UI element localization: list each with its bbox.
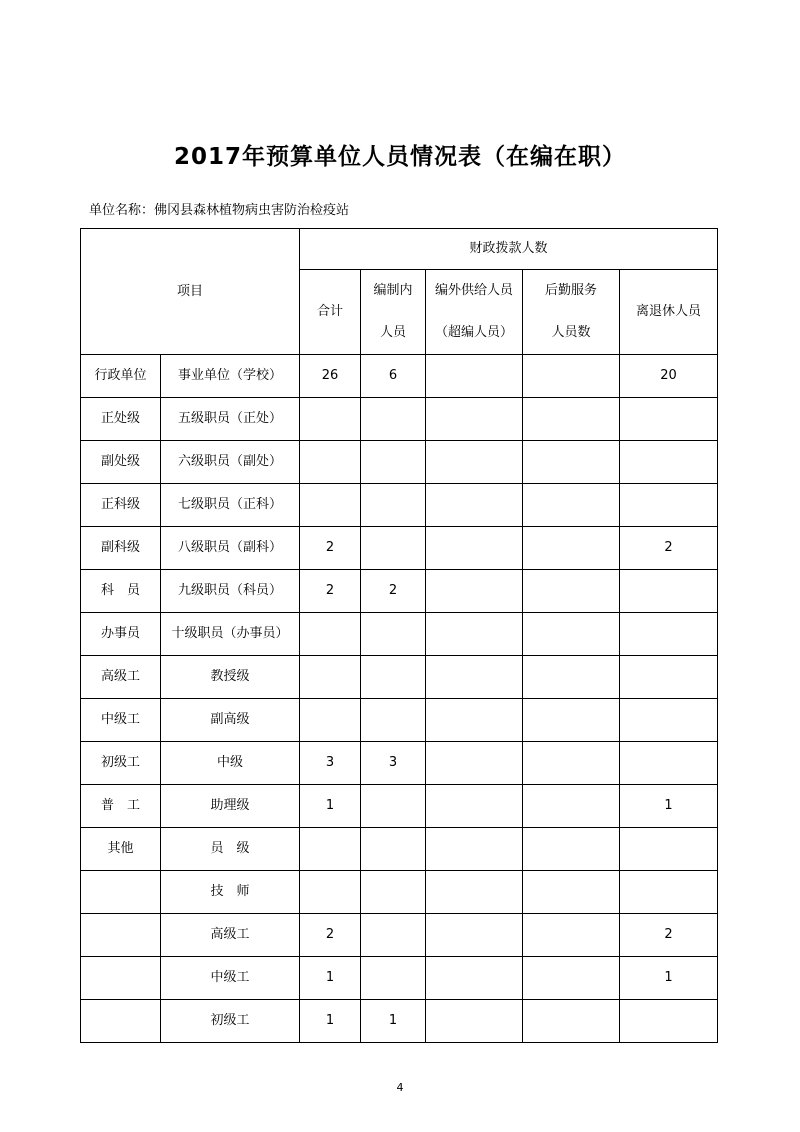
header-in-staff-line2: 人员 bbox=[380, 325, 407, 340]
cell-logistics bbox=[523, 871, 620, 914]
cell-right-category: 九级职员（科员） bbox=[161, 570, 300, 613]
cell-in-staff bbox=[361, 613, 426, 656]
cell-total: 1 bbox=[300, 1000, 361, 1043]
header-total: 合计 bbox=[300, 270, 361, 355]
cell-left-category: 科 员 bbox=[81, 570, 161, 613]
cell-left-category: 正处级 bbox=[81, 398, 161, 441]
table-row bbox=[81, 785, 718, 828]
cell-retired: 1 bbox=[620, 957, 718, 1000]
cell-right-category: 七级职员（正科） bbox=[161, 484, 300, 527]
table-row bbox=[81, 957, 718, 1000]
cell-in-staff: 1 bbox=[361, 1000, 426, 1043]
cell-out-staff bbox=[426, 613, 523, 656]
unit-name-label: 单位名称：佛冈县森林植物病虫害防治检疫站 bbox=[89, 203, 350, 218]
cell-left-category: 办事员 bbox=[81, 613, 161, 656]
cell-logistics bbox=[523, 527, 620, 570]
cell-logistics bbox=[523, 914, 620, 957]
cell-in-staff bbox=[361, 441, 426, 484]
cell-retired bbox=[620, 1000, 718, 1043]
cell-in-staff bbox=[361, 828, 426, 871]
cell-left-category: 初级工 bbox=[81, 742, 161, 785]
cell-right-category: 中级工 bbox=[161, 957, 300, 1000]
cell-total: 1 bbox=[300, 957, 361, 1000]
cell-out-staff bbox=[426, 871, 523, 914]
cell-total bbox=[300, 398, 361, 441]
cell-total bbox=[300, 484, 361, 527]
table-row bbox=[81, 441, 718, 484]
cell-logistics bbox=[523, 570, 620, 613]
cell-logistics bbox=[523, 699, 620, 742]
cell-left-category: 副处级 bbox=[81, 441, 161, 484]
cell-retired bbox=[620, 871, 718, 914]
page-title: 2017年预算单位人员情况表（在编在职） bbox=[173, 144, 626, 170]
cell-retired bbox=[620, 441, 718, 484]
cell-out-staff bbox=[426, 355, 523, 398]
cell-in-staff bbox=[361, 957, 426, 1000]
cell-out-staff bbox=[426, 656, 523, 699]
header-fiscal: 财政拨款人数 bbox=[300, 229, 718, 270]
cell-retired bbox=[620, 742, 718, 785]
cell-left-category bbox=[81, 914, 161, 957]
cell-logistics bbox=[523, 785, 620, 828]
cell-retired bbox=[620, 656, 718, 699]
cell-total bbox=[300, 613, 361, 656]
cell-right-category: 教授级 bbox=[161, 656, 300, 699]
cell-total: 2 bbox=[300, 570, 361, 613]
staff-table bbox=[80, 228, 718, 1043]
header-item: 项目 bbox=[81, 229, 300, 355]
cell-left-category: 高级工 bbox=[81, 656, 161, 699]
table-row bbox=[81, 699, 718, 742]
cell-in-staff bbox=[361, 871, 426, 914]
cell-left-category: 普 工 bbox=[81, 785, 161, 828]
cell-logistics bbox=[523, 828, 620, 871]
cell-right-category: 十级职员（办事员） bbox=[161, 613, 300, 656]
cell-out-staff bbox=[426, 957, 523, 1000]
cell-right-category: 事业单位（学校） bbox=[161, 355, 300, 398]
cell-total bbox=[300, 871, 361, 914]
cell-left-category: 中级工 bbox=[81, 699, 161, 742]
header-logistics-line1: 后勤服务 bbox=[545, 283, 598, 298]
cell-retired bbox=[620, 398, 718, 441]
cell-left-category bbox=[81, 1000, 161, 1043]
cell-left-category bbox=[81, 957, 161, 1000]
cell-total: 26 bbox=[300, 355, 361, 398]
cell-total: 1 bbox=[300, 785, 361, 828]
cell-out-staff bbox=[426, 527, 523, 570]
table-row bbox=[81, 871, 718, 914]
cell-right-category: 五级职员（正处） bbox=[161, 398, 300, 441]
cell-right-category: 中级 bbox=[161, 742, 300, 785]
cell-retired: 2 bbox=[620, 527, 718, 570]
table-row bbox=[81, 484, 718, 527]
cell-retired bbox=[620, 613, 718, 656]
cell-retired bbox=[620, 570, 718, 613]
cell-logistics bbox=[523, 656, 620, 699]
cell-out-staff bbox=[426, 828, 523, 871]
cell-right-category: 六级职员（副处） bbox=[161, 441, 300, 484]
cell-out-staff bbox=[426, 1000, 523, 1043]
cell-retired: 1 bbox=[620, 785, 718, 828]
cell-right-category: 初级工 bbox=[161, 1000, 300, 1043]
header-logistics bbox=[523, 270, 620, 355]
cell-total bbox=[300, 828, 361, 871]
table-row bbox=[81, 656, 718, 699]
cell-out-staff bbox=[426, 570, 523, 613]
cell-logistics bbox=[523, 957, 620, 1000]
header-out-staff-line1: 编外供给人员 bbox=[435, 283, 514, 298]
header-in-staff-line1: 编制内 bbox=[373, 283, 413, 298]
cell-out-staff bbox=[426, 398, 523, 441]
cell-left-category: 行政单位 bbox=[81, 355, 161, 398]
cell-total bbox=[300, 699, 361, 742]
cell-total: 2 bbox=[300, 527, 361, 570]
cell-left-category bbox=[81, 871, 161, 914]
cell-in-staff: 6 bbox=[361, 355, 426, 398]
cell-logistics bbox=[523, 398, 620, 441]
table-row bbox=[81, 914, 718, 957]
cell-retired bbox=[620, 484, 718, 527]
table-row bbox=[81, 1000, 718, 1043]
cell-out-staff bbox=[426, 742, 523, 785]
cell-retired: 20 bbox=[620, 355, 718, 398]
page-number: 4 bbox=[396, 1081, 404, 1094]
header-out-staff-line2: （超编人员） bbox=[435, 325, 514, 340]
header-out-staff bbox=[426, 270, 523, 355]
cell-in-staff bbox=[361, 914, 426, 957]
cell-right-category: 高级工 bbox=[161, 914, 300, 957]
table-row bbox=[81, 742, 718, 785]
cell-in-staff: 2 bbox=[361, 570, 426, 613]
header-logistics-line2: 人员数 bbox=[551, 325, 591, 340]
cell-out-staff bbox=[426, 484, 523, 527]
cell-in-staff bbox=[361, 699, 426, 742]
table-row bbox=[81, 527, 718, 570]
cell-in-staff bbox=[361, 527, 426, 570]
cell-in-staff bbox=[361, 656, 426, 699]
table-row bbox=[81, 398, 718, 441]
cell-out-staff bbox=[426, 914, 523, 957]
cell-left-category: 副科级 bbox=[81, 527, 161, 570]
cell-retired: 2 bbox=[620, 914, 718, 957]
cell-logistics bbox=[523, 742, 620, 785]
cell-total bbox=[300, 656, 361, 699]
cell-right-category: 八级职员（副科） bbox=[161, 527, 300, 570]
header-retired: 离退休人员 bbox=[620, 270, 718, 355]
cell-logistics bbox=[523, 441, 620, 484]
cell-right-category: 员 级 bbox=[161, 828, 300, 871]
cell-logistics bbox=[523, 1000, 620, 1043]
table-row bbox=[81, 570, 718, 613]
table-row bbox=[81, 613, 718, 656]
cell-left-category: 其他 bbox=[81, 828, 161, 871]
cell-total: 3 bbox=[300, 742, 361, 785]
cell-out-staff bbox=[426, 441, 523, 484]
cell-retired bbox=[620, 699, 718, 742]
cell-total bbox=[300, 441, 361, 484]
cell-out-staff bbox=[426, 699, 523, 742]
cell-logistics bbox=[523, 484, 620, 527]
cell-right-category: 助理级 bbox=[161, 785, 300, 828]
cell-logistics bbox=[523, 613, 620, 656]
cell-right-category: 副高级 bbox=[161, 699, 300, 742]
cell-in-staff bbox=[361, 398, 426, 441]
table-row bbox=[81, 355, 718, 398]
cell-in-staff: 3 bbox=[361, 742, 426, 785]
header-in-staff bbox=[361, 270, 426, 355]
cell-retired bbox=[620, 828, 718, 871]
cell-logistics bbox=[523, 355, 620, 398]
cell-out-staff bbox=[426, 785, 523, 828]
cell-total: 2 bbox=[300, 914, 361, 957]
cell-in-staff bbox=[361, 785, 426, 828]
cell-right-category: 技 师 bbox=[161, 871, 300, 914]
cell-in-staff bbox=[361, 484, 426, 527]
cell-left-category: 正科级 bbox=[81, 484, 161, 527]
table-row bbox=[81, 828, 718, 871]
